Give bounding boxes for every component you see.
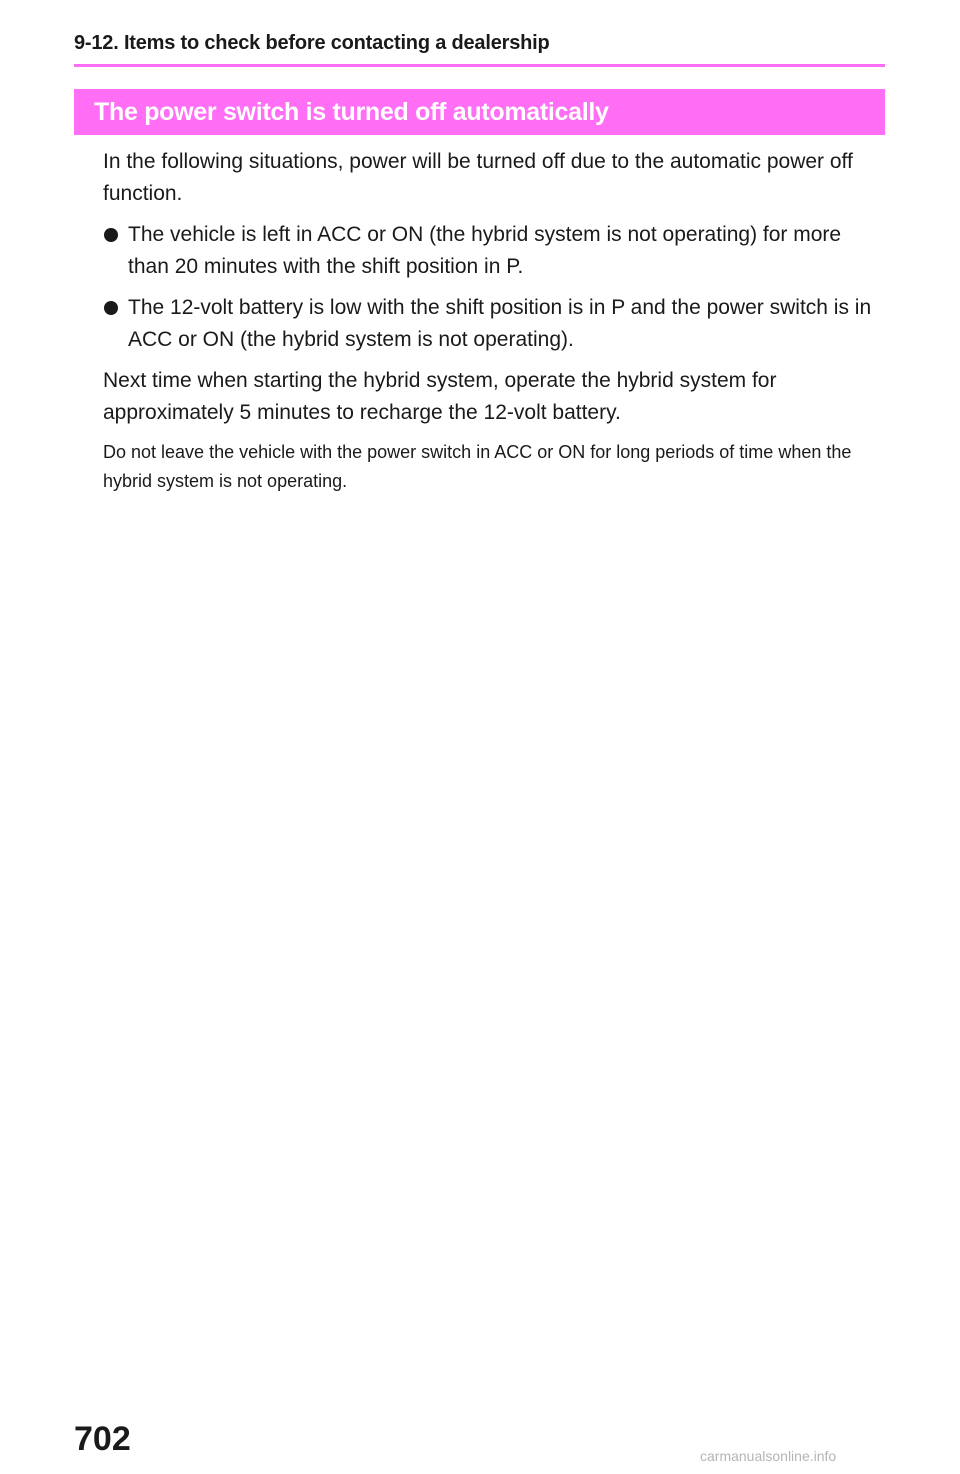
list-item [103,219,878,283]
header-divider [74,64,885,67]
intro-paragraph: In the following situations, power will be turned off due to the automatic power off function. [103,150,853,205]
watermark: carmanualsonline.info [700,1448,837,1464]
section-title-bar [74,89,885,135]
list-item-text: The 12-volt battery is low with the shift position is in P and the power switch is in ACC or ON (the hybrid system is not operating). [128,296,872,351]
section-body [103,146,878,496]
bullet-icon [104,301,118,315]
section-title: The power switch is turned off automatically [94,98,609,126]
followup-paragraph: Next time when starting the hybrid system, operate the hybrid system for approximately 5 minutes to recharge the 12-volt battery. [103,369,777,424]
note-paragraph: Do not leave the vehicle with the power switch in ACC or ON for long periods of time when the hybrid system is not operating. [103,442,852,491]
list-item-text: The vehicle is left in ACC or ON (the hybrid system is not operating) for more than 20 minutes with the shift position in P. [128,223,842,278]
page-number: 702 [74,1420,131,1458]
bullet-icon [104,228,118,242]
chapter-header: 9-12. Items to check before contacting a dealership [74,32,550,54]
list-item [103,292,878,356]
